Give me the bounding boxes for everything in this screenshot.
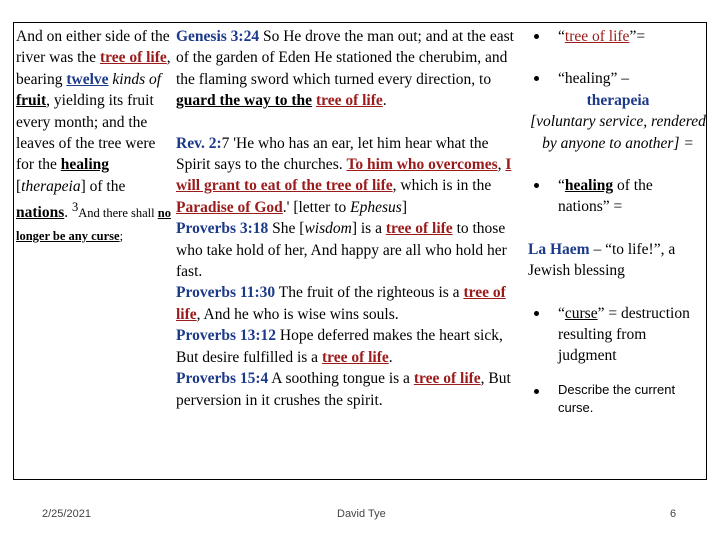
footer-date: 2/25/2021 — [42, 508, 91, 520]
highlight-tree-of-life: tree of life — [99, 49, 167, 67]
revelation-verse: Rev. 2:7 'He who has an ear, let him hear what the Spirit says to the churches. To him who overcomes, I will grant to eat of the tree of life, which is in the Paradise of God.' [letter to Ephesus] — [176, 134, 512, 216]
highlight-twelve: twelve — [66, 70, 109, 88]
verse-number: 3 — [72, 200, 79, 215]
proverbs-15-4-verse: Proverbs 15:4 A soothing tongue is a tree of life, But perversion in it crushes the spirit. — [176, 370, 511, 409]
note-la-haem: La Haem – “to life!”, a Jewish blessing — [528, 240, 676, 280]
passage-text: And on either side of the river was the — [16, 28, 170, 67]
page-number: 6 — [670, 508, 677, 520]
note-describe-curse: Describe the current curse. — [528, 381, 708, 417]
verse-reference: Rev. 2: — [176, 134, 222, 152]
highlight-fruit: fruit — [16, 92, 47, 110]
verse-reference: Proverbs 3:18 — [176, 220, 269, 238]
notes-column: “tree of life”= “healing” – therapeia [voluntary service, rendered by anyone to another] = “healing of the nations” = La Haem – “to life!”, a Jewish blessing “curse” = destruction resulting from judgment Describe the current curse. — [528, 26, 708, 417]
verse-reference: Proverbs 15:4 — [176, 370, 269, 388]
note-healing-of-nations: “healing of the nations” = — [528, 175, 708, 218]
verse-reference: Proverbs 11:30 — [176, 284, 276, 302]
genesis-verse: Genesis 3:24 So He drove the man out; and at the east of the garden of Eden He stationed the cherubim, and the flaming sword which turned every direction, to guard the way to the tree of life. — [176, 28, 514, 110]
footer-author: David Tye — [337, 508, 386, 520]
proverbs-11-30-verse: Proverbs 11:30 The fruit of the righteous is a tree of life, And he who is wise wins souls. — [176, 284, 506, 323]
scripture-column: And on either side of the river was the tree of life, bearing twelve kinds of fruit, yielding its fruit every month; and the leaves of the tree were for the healing [therapeia] of the nations. $^3$And there shall no longer be any curse; — [16, 28, 171, 243]
note-curse: “curse” = destruction resulting from judgment — [528, 303, 708, 367]
note-tree-of-life: “tree of life”= — [528, 26, 708, 47]
proverbs-13-12-verse: Proverbs 13:12 Hope deferred makes the heart sick, But desire fulfilled is a tree of life. — [176, 327, 503, 366]
verse-reference: Proverbs 13:12 — [176, 327, 277, 345]
highlight-healing: healing — [60, 156, 109, 174]
note-healing: “healing” – — [528, 68, 708, 89]
highlight-nations: nations — [16, 204, 65, 222]
verse-reference: Genesis 3:24 — [176, 28, 260, 45]
proverbs-3-18-verse: Proverbs 3:18 She [wisdom] is a tree of life to those who take hold of her, And happy are all who hold her fast. — [176, 220, 507, 281]
highlight-no-curse: no longer be any curse — [16, 206, 171, 243]
cross-reference-column — [176, 26, 522, 411]
